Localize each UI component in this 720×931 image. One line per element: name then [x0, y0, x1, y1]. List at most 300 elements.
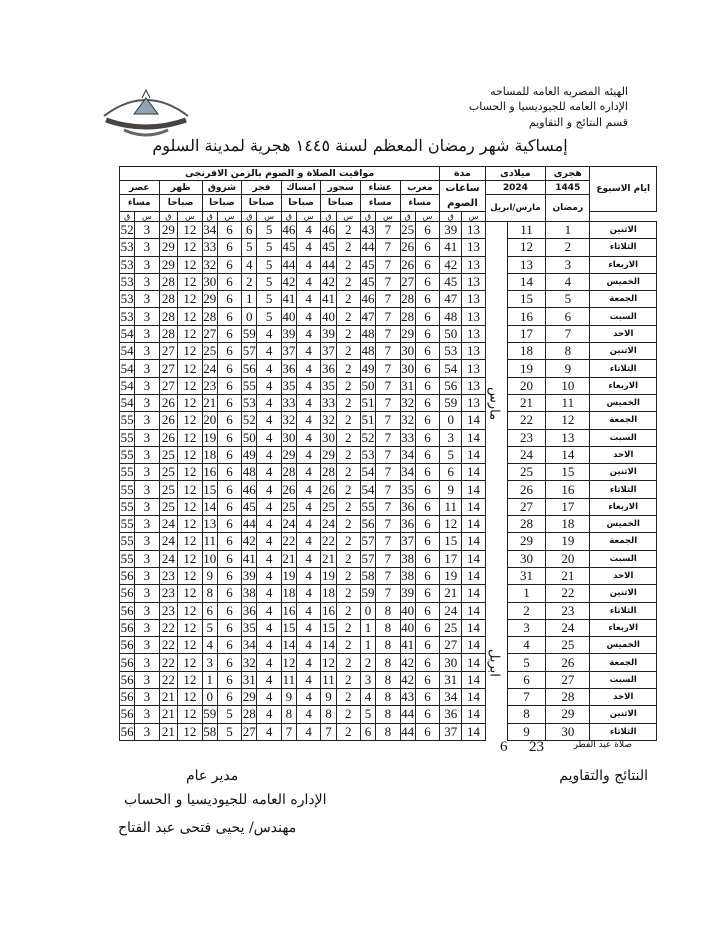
dhuhr-minute: 25: [159, 464, 178, 481]
suhoor-hour: 2: [336, 394, 360, 411]
dhuhr-hour: 12: [178, 412, 202, 429]
isha-minute: 55: [361, 498, 375, 514]
maghrib-hour: 6: [415, 723, 440, 740]
fajr-minute: 50: [242, 429, 256, 445]
maghrib-hour: 6: [415, 446, 440, 463]
isha-hour: 7: [376, 256, 400, 273]
table-row: [120, 516, 657, 533]
gregorian-day: 1: [507, 585, 545, 602]
duration-minute: 45: [440, 273, 462, 290]
duration-hour: 13: [462, 239, 485, 256]
gregorian-day: 8: [507, 706, 545, 723]
imsak-hour: 4: [296, 291, 320, 308]
duration-hour: 13: [462, 256, 485, 273]
shurooq-minute: 6: [202, 602, 217, 619]
fajr-minute: 53: [242, 395, 256, 411]
asr-hour: 3: [135, 377, 159, 394]
fajr-minute: 46: [242, 481, 256, 497]
suhoor-hour: 2: [336, 429, 360, 446]
shurooq-minute: 10: [203, 550, 217, 566]
suhoor-minute: 19: [321, 568, 335, 584]
dhuhr-minute: 22: [159, 619, 178, 636]
maghrib-hour: 6: [415, 533, 440, 550]
imsak-hour: 4: [296, 308, 320, 325]
dhuhr-hour: 12: [178, 619, 202, 636]
fajr-minute: 1: [242, 291, 257, 308]
maghrib-hour: 6: [415, 343, 440, 360]
imsak-minute: 33: [282, 395, 296, 411]
fajr-minute: 44: [242, 516, 256, 532]
fajr-hour: 4: [257, 481, 281, 498]
isha-hour: 8: [376, 619, 400, 636]
fajr-minute: 34: [242, 637, 256, 653]
imsak-hour: 4: [296, 273, 320, 290]
maghrib-minute: 27: [401, 274, 415, 290]
col-suhoor: سحور: [321, 181, 361, 195]
hijri-day: 21: [546, 567, 590, 584]
table-row: [120, 585, 657, 602]
gregorian-day: 14: [507, 273, 545, 290]
duration-minute: 50: [440, 325, 462, 342]
shurooq-minute: 5: [202, 619, 217, 636]
duration-minute: 41: [440, 239, 462, 256]
isha-minute: 57: [361, 550, 375, 566]
asr-minute: 55: [120, 498, 134, 514]
hijri-day: 4: [546, 273, 590, 290]
duration-hour: 14: [462, 429, 485, 446]
imsak-minute: 12: [282, 654, 296, 670]
shurooq-hour: 6: [217, 654, 241, 671]
weekday: الاربعاء: [590, 498, 657, 515]
weekday: الاحد: [590, 446, 657, 463]
suhoor-hour: 2: [336, 446, 360, 463]
shurooq-hour: 6: [217, 394, 241, 411]
weekday: الاربعاء: [590, 619, 657, 636]
fajr-hour: 5: [257, 308, 281, 325]
fajr-minute: 42: [242, 533, 256, 549]
hijri-day: 7: [546, 325, 590, 342]
duration-hour: 13: [462, 343, 485, 360]
col-miladi-months: مارس/ابريل: [485, 195, 546, 222]
imsak-minute: 15: [282, 619, 296, 635]
duration-hour: 13: [462, 273, 485, 290]
isha-hour: 7: [376, 291, 400, 308]
fajr-minute: 36: [242, 602, 256, 618]
asr-hour: 3: [135, 429, 159, 446]
asr-minute: 56: [120, 585, 134, 601]
period-asr: مساء: [120, 195, 160, 212]
isha-hour: 7: [376, 481, 400, 498]
asr-hour: 3: [135, 619, 159, 636]
asr-minute: 53: [120, 239, 134, 255]
imsak-hour: 4: [296, 533, 320, 550]
dhuhr-hour: 12: [178, 239, 202, 256]
imsak-minute: 42: [282, 274, 296, 290]
shurooq-minute: 58: [203, 723, 217, 739]
gregorian-day: 3: [507, 619, 545, 636]
imsak-minute: 41: [282, 291, 296, 307]
suhoor-minute: 39: [321, 325, 335, 341]
dhuhr-hour: 12: [178, 222, 202, 239]
shurooq-hour: 6: [217, 619, 241, 636]
isha-minute: 45: [361, 274, 375, 290]
asr-minute: 54: [120, 360, 134, 376]
asr-hour: 3: [135, 291, 159, 308]
dhuhr-minute: 26: [159, 412, 178, 429]
suhoor-hour: 2: [336, 550, 360, 567]
maghrib-hour: 6: [415, 377, 440, 394]
suhoor-minute: 18: [321, 585, 335, 601]
fajr-minute: 27: [242, 723, 256, 739]
dhuhr-hour: 12: [178, 654, 202, 671]
imsak-minute: 28: [282, 464, 296, 480]
imsak-hour: 4: [296, 429, 320, 446]
maghrib-hour: 6: [415, 325, 440, 342]
fajr-minute: 31: [242, 671, 256, 687]
dhuhr-hour: 12: [178, 498, 202, 515]
maghrib-minute: 33: [401, 429, 415, 445]
imsak-minute: 32: [282, 412, 296, 428]
isha-hour: 7: [376, 533, 400, 550]
imsak-hour: 4: [296, 256, 320, 273]
asr-hour: 3: [135, 446, 159, 463]
hijri-day: 18: [546, 516, 590, 533]
fajr-hour: 4: [257, 567, 281, 584]
maghrib-minute: 42: [401, 671, 415, 687]
gregorian-day: 17: [507, 325, 545, 342]
unit-hour: س: [415, 212, 440, 222]
asr-minute: 54: [120, 325, 134, 341]
maghrib-minute: 38: [401, 568, 415, 584]
isha-hour: 7: [376, 343, 400, 360]
maghrib-hour: 6: [415, 550, 440, 567]
suhoor-hour: 2: [336, 412, 360, 429]
maghrib-minute: 38: [401, 550, 415, 566]
isha-minute: 57: [361, 533, 375, 549]
duration-hour: 14: [462, 464, 485, 481]
asr-hour: 3: [135, 516, 159, 533]
shurooq-hour: 6: [217, 464, 241, 481]
dhuhr-minute: 28: [159, 273, 178, 290]
isha-hour: 8: [376, 723, 400, 740]
fajr-hour: 4: [257, 360, 281, 377]
shurooq-minute: 33: [203, 239, 217, 255]
fajr-minute: 52: [242, 412, 256, 428]
duration-hour: 13: [462, 291, 485, 308]
gregorian-day: 30: [507, 550, 545, 567]
duration-minute: 0: [440, 412, 462, 429]
shurooq-minute: 15: [203, 481, 217, 497]
hijri-day: 28: [546, 689, 590, 706]
shurooq-minute: 25: [203, 343, 217, 359]
shurooq-minute: 21: [203, 395, 217, 411]
dhuhr-minute: 21: [159, 706, 178, 723]
maghrib-hour: 6: [415, 516, 440, 533]
suhoor-hour: 2: [336, 273, 360, 290]
hijri-day: 30: [546, 723, 590, 740]
asr-hour: 3: [135, 567, 159, 584]
suhoor-hour: 2: [336, 637, 360, 654]
shurooq-hour: 6: [217, 481, 241, 498]
isha-minute: 59: [361, 585, 375, 601]
dhuhr-hour: 12: [178, 689, 202, 706]
fajr-minute: 6: [242, 222, 257, 239]
col-asr: عصر: [120, 181, 160, 195]
shurooq-hour: 6: [217, 671, 241, 688]
fajr-minute: 56: [242, 360, 256, 376]
imsak-minute: 16: [282, 602, 296, 618]
isha-hour: 8: [376, 689, 400, 706]
shurooq-minute: 30: [203, 274, 217, 290]
isha-minute: 2: [360, 654, 375, 671]
table-row: [120, 429, 657, 446]
suhoor-hour: 2: [336, 222, 360, 239]
unit-hour: س: [376, 212, 400, 222]
asr-hour: 3: [135, 671, 159, 688]
maghrib-hour: 6: [415, 671, 440, 688]
weekday: الاثنين: [590, 706, 657, 723]
dhuhr-minute: 29: [159, 239, 178, 256]
fajr-minute: 48: [242, 464, 256, 480]
shurooq-minute: 9: [202, 567, 217, 584]
gregorian-day: 15: [507, 291, 545, 308]
hijri-day: 12: [546, 412, 590, 429]
duration-hour: 14: [462, 446, 485, 463]
hijri-day: 5: [546, 291, 590, 308]
month-april-text: ابريل: [486, 648, 502, 677]
imsak-hour: 4: [296, 360, 320, 377]
isha-minute: 1: [360, 637, 375, 654]
shurooq-minute: 8: [202, 585, 217, 602]
fajr-hour: 4: [257, 446, 281, 463]
maghrib-minute: 34: [401, 464, 415, 480]
duration-minute: 3: [440, 429, 462, 446]
maghrib-minute: 36: [401, 498, 415, 514]
asr-hour: 3: [135, 498, 159, 515]
table-row: [120, 602, 657, 619]
imsak-minute: 35: [282, 377, 296, 393]
duration-hour: 14: [462, 602, 485, 619]
shurooq-hour: 6: [217, 429, 241, 446]
shurooq-hour: 6: [217, 567, 241, 584]
table-row: [120, 464, 657, 481]
fajr-hour: 5: [257, 273, 281, 290]
suhoor-hour: 2: [336, 654, 360, 671]
maghrib-minute: 40: [401, 602, 415, 618]
suhoor-hour: 2: [336, 308, 360, 325]
dhuhr-minute: 27: [159, 343, 178, 360]
asr-minute: 56: [120, 602, 134, 618]
col-fajr: فجر: [242, 181, 282, 195]
duration-minute: 5: [440, 446, 462, 463]
suhoor-minute: 36: [321, 360, 335, 376]
fajr-hour: 4: [257, 412, 281, 429]
fajr-minute: 0: [242, 308, 257, 325]
shurooq-minute: 20: [203, 412, 217, 428]
table-row: [120, 394, 657, 411]
dhuhr-minute: 29: [159, 256, 178, 273]
shurooq-minute: 34: [203, 222, 217, 238]
shurooq-hour: 6: [217, 412, 241, 429]
fajr-minute: 4: [242, 256, 257, 273]
isha-minute: 5: [360, 706, 375, 723]
gregorian-day: 16: [507, 308, 545, 325]
table-row: [120, 723, 657, 740]
col-duration: مدة: [440, 167, 485, 181]
shurooq-hour: 6: [217, 273, 241, 290]
asr-minute: 54: [120, 343, 134, 359]
asr-minute: 56: [120, 671, 134, 687]
shurooq-hour: 6: [217, 291, 241, 308]
table-row: [120, 446, 657, 463]
asr-hour: 3: [135, 550, 159, 567]
fajr-hour: 4: [257, 533, 281, 550]
maghrib-hour: 6: [415, 689, 440, 706]
table-row: [120, 325, 657, 342]
dhuhr-hour: 12: [178, 273, 202, 290]
hijri-day: 22: [546, 585, 590, 602]
weekday: السبت: [590, 429, 657, 446]
imsak-hour: 4: [296, 343, 320, 360]
dhuhr-minute: 22: [159, 671, 178, 688]
hijri-day: 23: [546, 602, 590, 619]
weekday: الجمعة: [590, 533, 657, 550]
dhuhr-minute: 26: [159, 429, 178, 446]
asr-minute: 53: [120, 256, 134, 272]
maghrib-hour: 6: [415, 706, 440, 723]
dhuhr-hour: 12: [178, 360, 202, 377]
shurooq-hour: 6: [217, 222, 241, 239]
imsak-hour: 4: [296, 550, 320, 567]
asr-minute: 55: [120, 481, 134, 497]
isha-hour: 7: [376, 239, 400, 256]
weekday: الخميس: [590, 637, 657, 654]
weekday: السبت: [590, 308, 657, 325]
imsak-minute: 18: [282, 585, 296, 601]
suhoor-minute: 45: [321, 239, 335, 255]
imsak-minute: 22: [282, 533, 296, 549]
isha-hour: 7: [376, 429, 400, 446]
isha-minute: 3: [360, 671, 375, 688]
asr-hour: 3: [135, 412, 159, 429]
signature-name: مهندس/ يحيى فتحى عبد الفتاح: [118, 820, 297, 836]
asr-minute: 56: [120, 568, 134, 584]
duration-minute: 27: [440, 637, 462, 654]
imsak-minute: 30: [282, 429, 296, 445]
org-name: الهيئه المصريه العامه للمساحه: [490, 85, 628, 98]
maghrib-minute: 37: [401, 533, 415, 549]
dhuhr-minute: 21: [159, 723, 178, 740]
imsak-hour: 4: [296, 637, 320, 654]
fajr-hour: 4: [257, 585, 281, 602]
suhoor-minute: 37: [321, 343, 335, 359]
weekday: الاثنين: [590, 585, 657, 602]
maghrib-minute: 26: [401, 239, 415, 255]
shurooq-hour: 6: [217, 585, 241, 602]
period-dhuhr: صباحا: [159, 195, 202, 212]
maghrib-hour: 6: [415, 464, 440, 481]
gregorian-day: 19: [507, 360, 545, 377]
maghrib-minute: 29: [401, 325, 415, 341]
duration-hour: 14: [462, 585, 485, 602]
duration-hour: 14: [462, 533, 485, 550]
suhoor-minute: 24: [321, 516, 335, 532]
table-row: [120, 619, 657, 636]
col-hijri-month: رمضان: [546, 195, 590, 222]
asr-minute: 56: [120, 723, 134, 739]
dhuhr-minute: 23: [159, 602, 178, 619]
imsak-minute: 8: [281, 706, 296, 723]
suhoor-minute: 30: [321, 429, 335, 445]
hijri-day: 15: [546, 464, 590, 481]
shurooq-hour: 6: [217, 550, 241, 567]
duration-minute: 24: [440, 602, 462, 619]
imsak-hour: 4: [296, 723, 320, 740]
maghrib-hour: 6: [415, 394, 440, 411]
duration-hour: 14: [462, 689, 485, 706]
suhoor-minute: 32: [321, 412, 335, 428]
suhoor-minute: 41: [321, 291, 335, 307]
fajr-hour: 4: [257, 377, 281, 394]
gregorian-day: 28: [507, 516, 545, 533]
org-dept: الإداره العامه للجيوديسيا و الحساب: [468, 100, 628, 113]
imsak-minute: 37: [282, 343, 296, 359]
isha-minute: 54: [361, 481, 375, 497]
unit-hour: س: [178, 212, 202, 222]
imsak-minute: 14: [282, 637, 296, 653]
isha-hour: 7: [376, 377, 400, 394]
dhuhr-hour: 12: [178, 481, 202, 498]
suhoor-hour: 2: [336, 325, 360, 342]
suhoor-hour: 2: [336, 291, 360, 308]
isha-hour: 7: [376, 412, 400, 429]
weekday: الثلاثاء: [590, 723, 657, 740]
fajr-hour: 4: [257, 619, 281, 636]
duration-hour: 13: [462, 377, 485, 394]
eid-minute: 23: [529, 739, 544, 755]
suhoor-minute: 11: [322, 671, 335, 687]
duration-hour: 14: [462, 671, 485, 688]
gregorian-day: 20: [507, 377, 545, 394]
isha-minute: 1: [360, 619, 375, 636]
shurooq-minute: 24: [203, 360, 217, 376]
suhoor-hour: 2: [336, 516, 360, 533]
fajr-minute: 57: [242, 343, 256, 359]
gregorian-day: 4: [507, 637, 545, 654]
asr-hour: 3: [135, 533, 159, 550]
isha-hour: 7: [376, 498, 400, 515]
imsak-minute: 9: [281, 689, 296, 706]
shurooq-hour: 6: [217, 308, 241, 325]
fajr-hour: 4: [257, 343, 281, 360]
isha-hour: 7: [376, 585, 400, 602]
suhoor-hour: 2: [336, 377, 360, 394]
period-maghrib: مساء: [400, 195, 440, 212]
maghrib-minute: 35: [401, 481, 415, 497]
dhuhr-minute: 22: [159, 654, 178, 671]
maghrib-hour: 6: [415, 585, 440, 602]
month-march-text: مارس: [486, 386, 502, 420]
isha-hour: 7: [376, 567, 400, 584]
dhuhr-hour: 12: [178, 256, 202, 273]
hijri-day: 27: [546, 671, 590, 688]
suhoor-minute: 33: [321, 395, 335, 411]
imsak-hour: 4: [296, 412, 320, 429]
dhuhr-minute: 25: [159, 498, 178, 515]
col-shurooq: شروق: [202, 181, 242, 195]
maghrib-hour: 6: [415, 654, 440, 671]
suhoor-minute: 46: [321, 222, 335, 238]
